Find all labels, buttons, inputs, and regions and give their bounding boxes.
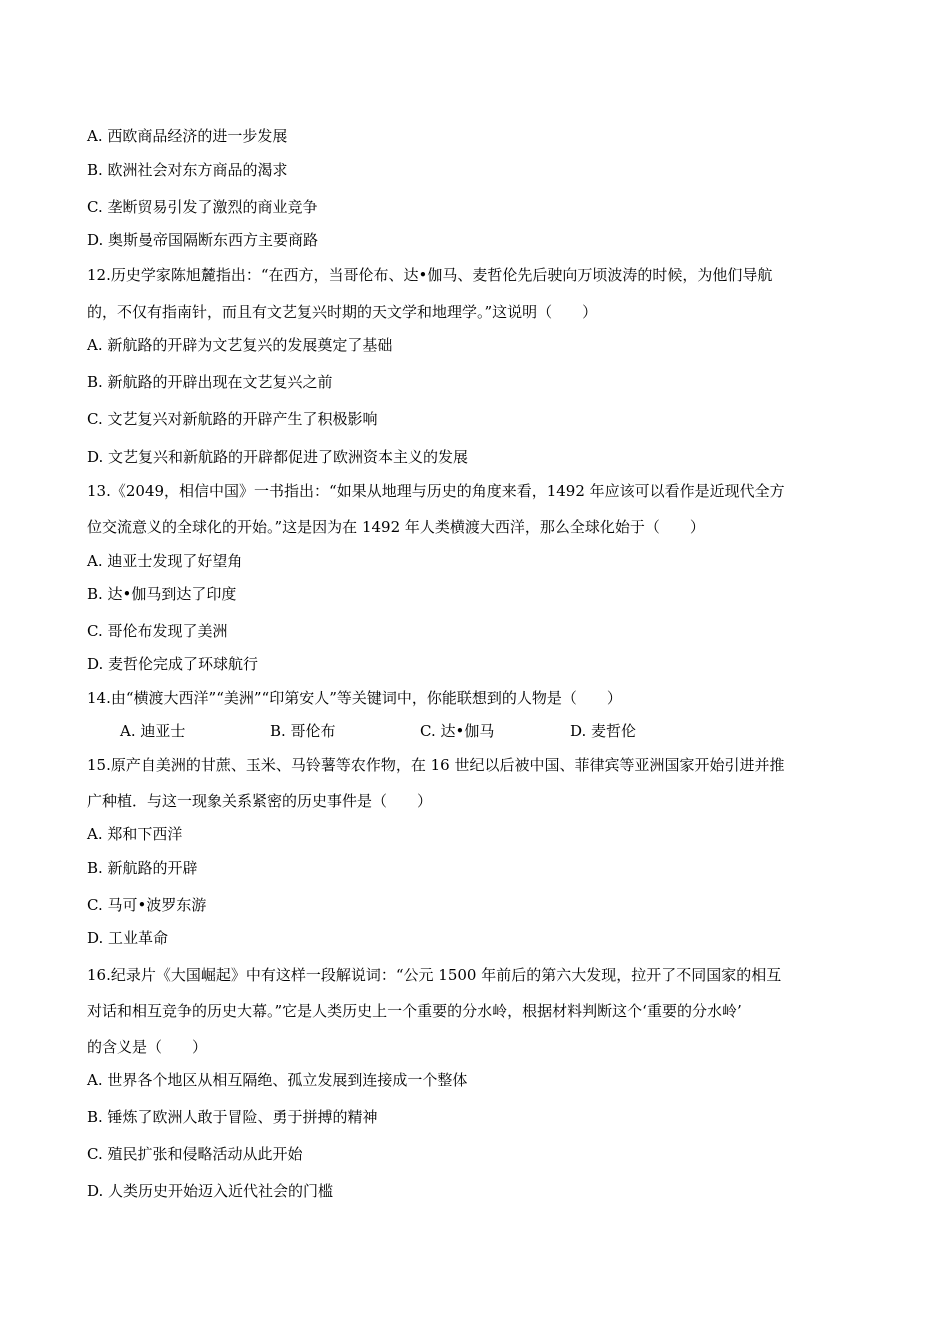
q16-option-b: B. 锤炼了欧洲人敢于冒险、勇于拼搏的精神 — [87, 1108, 378, 1126]
q11-option-b: B. 欧洲社会对东方商品的渴求 — [87, 161, 288, 179]
q16-stem-line-3: 的含义是（ ） — [87, 1038, 208, 1056]
q13-stem-line-1: 13.《2049，相信中国》一书指出：“如果从地理与历史的角度来看，1492 年应该可以看作是近现代全方 — [87, 482, 785, 500]
q15-option-a: A. 郑和下西洋 — [87, 825, 183, 843]
q13-option-c: C. 哥伦布发现了美洲 — [87, 622, 228, 640]
q14-stem: 14.由“横渡大西洋”“美洲”“印第安人”等关键词中，你能联想到的人物是（ ） — [87, 689, 622, 707]
q16-option-a: A. 世界各个地区从相互隔绝、孤立发展到连接成一个整体 — [87, 1071, 468, 1089]
q13-option-a: A. 迪亚士发现了好望角 — [87, 552, 243, 570]
q11-option-c: C. 垄断贸易引发了激烈的商业竞争 — [87, 198, 318, 216]
q13-option-d: D. 麦哲伦完成了环球航行 — [87, 655, 259, 673]
q12-option-a: A. 新航路的开辟为文艺复兴的发展奠定了基础 — [87, 336, 393, 354]
q16-stem-line-1: 16.纪录片《大国崛起》中有这样一段解说词：“公元 1500 年前后的第六大发现，拉开了不同国家的相互 — [87, 966, 782, 984]
q15-stem-line-2: 广种植．与这一现象关系紧密的历史事件是（ ） — [87, 792, 433, 810]
q14-option-b: B. 哥伦布 — [270, 722, 336, 740]
q15-option-b: B. 新航路的开辟 — [87, 859, 198, 877]
q13-option-b: B. 达•伽马到达了印度 — [87, 585, 237, 603]
q12-stem-line-2: 的，不仅有指南针，而且有文艺复兴时期的天文学和地理学。”这说明（ ） — [87, 303, 598, 321]
q15-option-c: C. 马可•波罗东游 — [87, 896, 207, 914]
q12-stem-line-1: 12.历史学家陈旭麓指出：“在西方，当哥伦布、达•伽马、麦哲伦先后驶向万顷波涛的时候，为他们导航 — [87, 266, 773, 284]
q15-stem-line-1: 15.原产自美洲的甘蔗、玉米、马铃薯等农作物，在 16 世纪以后被中国、菲律宾等亚洲国家开始引进并推 — [87, 756, 785, 774]
q14-option-a: A. 迪亚士 — [120, 722, 186, 740]
q14-option-d: D. 麦哲伦 — [570, 722, 637, 740]
q16-option-c: C. 殖民扩张和侵略活动从此开始 — [87, 1145, 303, 1163]
q15-option-d: D. 工业革命 — [87, 929, 169, 947]
q12-option-b: B. 新航路的开辟出现在文艺复兴之前 — [87, 373, 333, 391]
q16-option-d: D. 人类历史开始迈入近代社会的门槛 — [87, 1182, 334, 1200]
q16-stem-line-2: 对话和相互竞争的历史大幕。”它是人类历史上一个重要的分水岭，根据材料判断这个‘重要的分水岭’ — [87, 1002, 742, 1020]
q11-option-a: A. 西欧商品经济的进一步发展 — [87, 127, 288, 145]
q11-option-d: D. 奥斯曼帝国隔断东西方主要商路 — [87, 231, 319, 249]
q13-stem-line-2: 位交流意义的全球化的开始。”这是因为在 1492 年人类横渡大西洋，那么全球化始于（ ） — [87, 518, 705, 536]
q12-option-d: D. 文艺复兴和新航路的开辟都促进了欧洲资本主义的发展 — [87, 448, 469, 466]
q14-option-c: C. 达•伽马 — [420, 722, 495, 740]
q12-option-c: C. 文艺复兴对新航路的开辟产生了积极影响 — [87, 410, 378, 428]
